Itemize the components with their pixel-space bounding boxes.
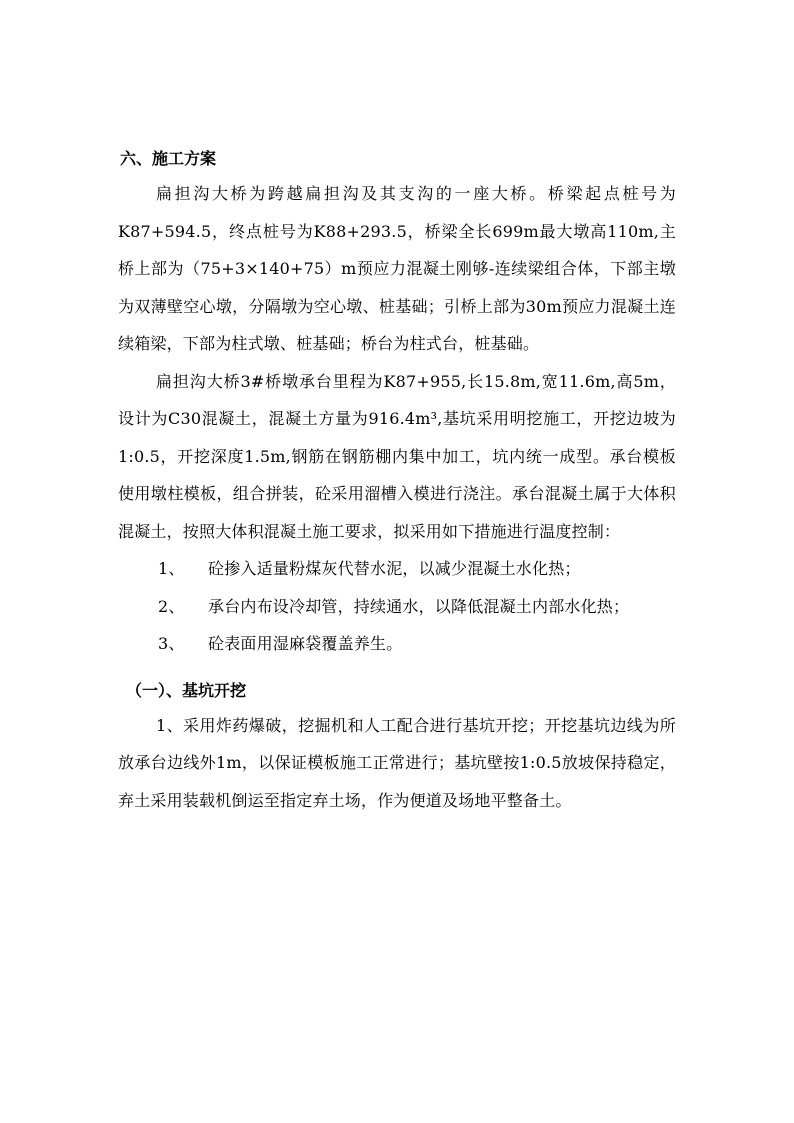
list-item (118, 550, 676, 588)
list-item-number: 1、 (158, 559, 185, 578)
list-item-text: 砼表面用湿麻袋覆盖养生。 (208, 634, 403, 653)
paragraph-excavation: 1、采用炸药爆破，挖掘机和人工配合进行基坑开挖；开挖基坑边线为所放承台边线外1m，以保证模板施工正常进行；基坑壁按1:0.5放坡保持稳定，弃土采用装载机倒运至指定弃土场，作为便道及场地平整备土。 (118, 715, 676, 810)
section-title: 六、施工方案 (120, 149, 217, 168)
list-item (118, 625, 676, 663)
paragraph-pier-cap: 扁担沟大桥3#桥墩承台里程为K87+955,长15.8m,宽11.6m,高5m，设计为C30混凝土，混凝土方量为916.4m³,基坑采用明挖施工，开挖边坡为1:0.5，开挖深度1.5m,钢筋在钢筋棚内集中加工，坑内统一成型。承台模板使用墩柱模板，组合拼装，砼采用溜槽入模进行浇注。承台混凝土属于大体积混凝土，按照大体积混凝土施工要求，拟采用如下措施进行温度控制： (118, 371, 676, 541)
list-item-number: 3、 (158, 634, 185, 653)
temperature-control-measures (118, 550, 676, 663)
paragraph-bridge-overview: 扁担沟大桥为跨越扁担沟及其支沟的一座大桥。桥梁起点桩号为K87+594.5，终点桩号为K88+293.5，桥梁全长699m最大墩高110m,主桥上部为（75+3×140+75）m预应力混凝土刚够-连续梁组合体，下部主墩为双薄壁空心墩，分隔墩为空心墩、桩基础；引桥上部为30m预应力混凝土连续箱梁，下部为柱式墩、桩基础；桥台为柱式台，桩基础。 (118, 184, 676, 353)
list-item (118, 588, 676, 626)
document-body (118, 143, 676, 819)
list-item-text: 砼掺入适量粉煤灰代替水泥，以减少混凝土水化热； (208, 559, 581, 578)
subsection-title: （一）、基坑开挖 (126, 680, 247, 700)
list-item-text: 承台内布设冷却管，持续通水，以降低混凝土内部水化热； (208, 596, 630, 616)
list-item-number: 2、 (158, 596, 185, 616)
